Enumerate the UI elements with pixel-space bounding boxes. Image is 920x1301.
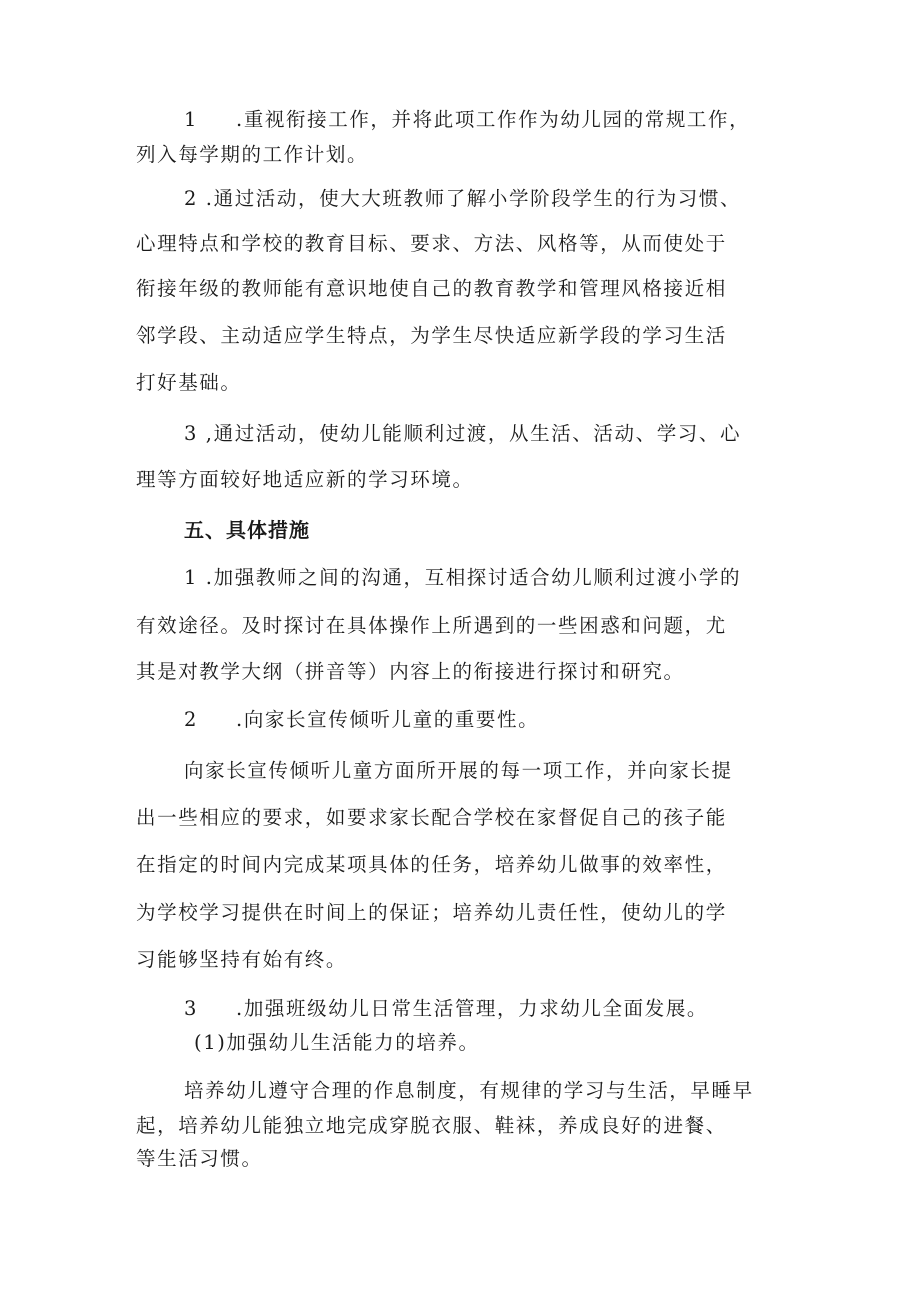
paragraph-2-line-5: 打好基础。 xyxy=(136,371,242,394)
paragraph-1-line-1 xyxy=(184,104,750,132)
measure-3-body-line-3: 等生活习惯。 xyxy=(136,1147,263,1170)
measure-2-body-line-5: 习能够坚持有始有终。 xyxy=(136,948,348,971)
measure-2-body-line-4: 为学校学习提供在时间上的保证；培养幼儿责任性，使幼儿的学 xyxy=(136,901,727,924)
item-number: 2 xyxy=(184,708,199,731)
item-number: 3 xyxy=(184,997,199,1020)
measure-2-body-line-2: 出一些相应的要求，如要求家长配合学校在家督促自己的孩子能 xyxy=(136,806,727,829)
paragraph-1-line-2: 列入每学期的工作计划。 xyxy=(136,143,369,166)
measure-3-title xyxy=(184,993,708,1021)
paragraph-3-line-2: 理等方面较好地适应新的学习环境。 xyxy=(136,468,474,491)
measure-2-body-line-1: 向家长宣传倾听儿童方面所开展的每一项工作，并向家长提 xyxy=(184,759,733,782)
paragraph-2-line-4: 邻学段、主动适应学生特点，为学生尽快适应新学段的学习生活 xyxy=(136,324,727,347)
measure-1-line-1: 1 .加强教师之间的沟通，互相探讨适合幼儿顺利过渡小学的 xyxy=(184,566,742,589)
paragraph-2-line-1: 2 .通过活动，使大大班教师了解小学阶段学生的行为习惯、 xyxy=(184,187,742,210)
measure-1-line-3: 其是对教学大纲（拼音等）内容上的衔接进行探讨和研究。 xyxy=(136,660,685,683)
paragraph-3-line-1: 3 ,通过活动，使幼儿能顺利过渡，从生活、活动、学习、心 xyxy=(184,422,742,445)
measure-2-title xyxy=(184,704,539,732)
section-heading: 五、具体措施 xyxy=(184,518,310,542)
measure-text: .加强班级幼儿日常生活管理，力求幼儿全面发展。 xyxy=(236,997,709,1020)
measure-3-body-line-2: 起，培养幼儿能独立地完成穿脱衣服、鞋袜，养成良好的进餐、 xyxy=(136,1114,727,1137)
measure-1-line-2: 有效途径。及时探讨在具体操作上所遇到的一些困惑和问题，尤 xyxy=(136,614,727,637)
measure-3-body-line-1: 培养幼儿遵守合理的作息制度，有规律的学习与生活，早睡早 xyxy=(184,1079,754,1102)
paragraph-text: .重视衔接工作，并将此项工作作为幼儿园的常规工作， xyxy=(236,108,751,131)
paragraph-2-line-3: 衔接年级的教师能有意识地使自己的教育教学和管理风格接近相 xyxy=(136,277,727,300)
item-number: 1 xyxy=(184,108,199,131)
measure-3-subheading: (1)加强幼儿生活能力的培养。 xyxy=(194,1031,480,1054)
paragraph-2-line-2: 心理特点和学校的教育目标、要求、方法、风格等，从而使处于 xyxy=(136,232,727,255)
measure-text: .向家长宣传倾听儿童的重要性。 xyxy=(236,708,540,731)
measure-2-body-line-3: 在指定的时间内完成某项具体的任务，培养幼儿做事的效率性， xyxy=(136,853,727,876)
